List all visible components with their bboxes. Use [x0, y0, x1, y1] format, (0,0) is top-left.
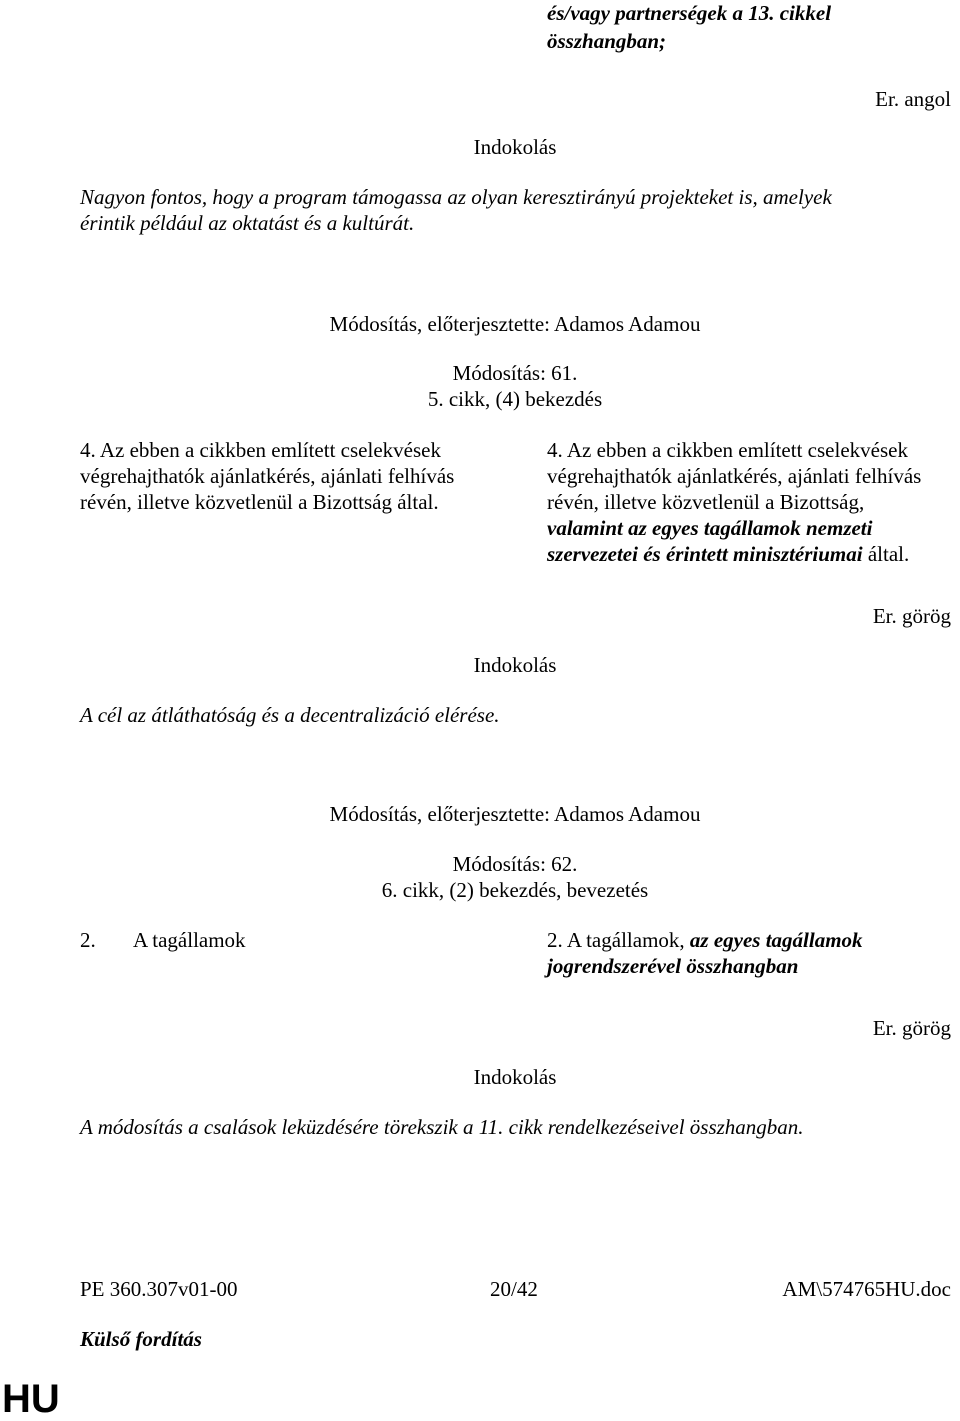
- language-note-greek: Er. görög: [872, 604, 951, 628]
- amended-text-line-5: [547, 541, 921, 567]
- amended-text-line-1: 4. Az ebben a cikkben említett cselekvések: [547, 438, 908, 462]
- external-translation-note: Külső fordítás: [80, 1327, 202, 1351]
- amended-text-line-1: [547, 927, 863, 953]
- continuation-line-1: és/vagy partnerségek a 13. cikkel: [547, 1, 832, 25]
- language-note-greek: Er. görög: [872, 1016, 951, 1040]
- justification-heading: Indokolás: [473, 135, 557, 159]
- original-text-column: [80, 437, 454, 515]
- justification-text-line-1: Nagyon fontos, hogy a program támogassa az olyan keresztirányú projekteket is, amelyek: [80, 185, 832, 209]
- footer-page-number: 20/42: [490, 1277, 538, 1301]
- continuation-line-2: összhangban;: [547, 29, 667, 53]
- amended-text-plain: 2. A tagállamok,: [547, 928, 690, 952]
- justification-heading: Indokolás: [473, 1065, 557, 1089]
- language-tag: HU: [2, 1377, 60, 1421]
- justification-text: A cél az átláthatóság és a decentralizáció elérése.: [80, 703, 500, 727]
- amended-text-line-2: végrehajthatók ajánlatkérés, ajánlati felhívás: [547, 464, 922, 488]
- amended-text-insertion: az egyes tagállamok: [689, 928, 863, 952]
- amendment-number: Módosítás: 62.: [452, 852, 578, 876]
- amended-text-line-2: jogrendszerével összhangban: [547, 954, 799, 978]
- justification-text-line-2: érintik például az oktatást és a kultúrát.: [80, 211, 415, 235]
- justification-text: A módosítás a csalások leküzdésére törekszik a 11. cikk rendelkezéseivel összhangban.: [80, 1115, 804, 1139]
- original-text-line-3: révén, illetve közvetlenül a Bizottság által.: [80, 490, 439, 514]
- language-note-english: Er. angol: [875, 87, 951, 111]
- amended-text-insertion: szervezetei és érintett minisztériumai: [547, 542, 863, 566]
- amended-text-column: [547, 927, 863, 979]
- footer-document-reference: PE 360.307v01-00: [80, 1277, 238, 1301]
- amendment-tabled-by: Módosítás, előterjesztette: Adamos Adamou: [329, 312, 701, 336]
- amendment-tabled-by: Módosítás, előterjesztette: Adamos Adamou: [329, 802, 701, 826]
- amendment-number: Módosítás: 61.: [452, 361, 578, 385]
- amended-text-column: [547, 437, 921, 567]
- amended-text-tail: által.: [862, 542, 910, 566]
- amended-text-line-4: valamint az egyes tagállamok nemzeti: [547, 516, 873, 540]
- amendment-reference: 6. cikk, (2) bekezdés, bevezetés: [381, 878, 649, 902]
- amendment-reference: 5. cikk, (4) bekezdés: [427, 387, 603, 411]
- amended-text-line-3: révén, illetve közvetlenül a Bizottság,: [547, 490, 865, 514]
- original-text-line-1: 4. Az ebben a cikkben említett cselekvések: [80, 438, 441, 462]
- original-text-number: 2.: [80, 928, 96, 952]
- footer-file-name: AM\574765HU.doc: [782, 1277, 951, 1301]
- justification-heading: Indokolás: [473, 653, 557, 677]
- original-text: A tagállamok: [133, 928, 246, 952]
- original-text-line-2: végrehajthatók ajánlatkérés, ajánlati felhívás: [80, 464, 455, 488]
